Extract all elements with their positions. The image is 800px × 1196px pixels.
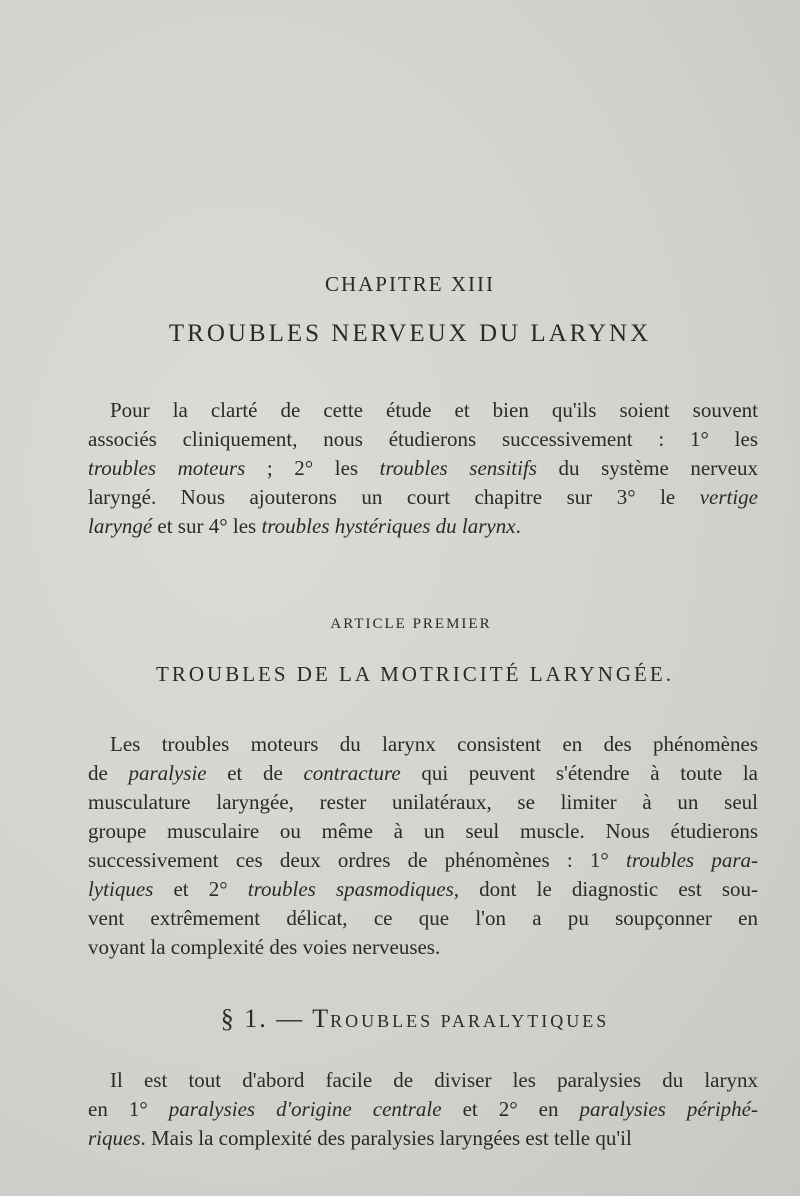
- text-run: et sur 4° les: [152, 514, 262, 538]
- italic-text: riques: [88, 1126, 141, 1150]
- text-line: [88, 1124, 758, 1153]
- text-run: de: [88, 761, 129, 785]
- text-run: ; 2° les: [245, 456, 380, 480]
- italic-text: troubles hystériques du larynx: [261, 514, 516, 538]
- text-run: laryngé. Nous ajouterons un court chapitre sur 3° le: [88, 485, 700, 509]
- italic-text: laryngé: [88, 514, 153, 538]
- italic-text: troubles para-: [626, 848, 758, 872]
- italic-text: vertige: [699, 485, 758, 509]
- italic-text: troubles spasmodiques: [247, 877, 454, 901]
- italic-text: troubles moteurs: [88, 456, 246, 480]
- text-run: qui peuvent s'étendre à toute la: [400, 761, 758, 785]
- text-line: [88, 817, 758, 846]
- text-line: [88, 396, 758, 425]
- section-number: § 1. — T: [220, 1004, 331, 1033]
- paralysis-paragraph: [88, 1066, 758, 1153]
- italic-text: paralysies périphé-: [579, 1097, 758, 1121]
- section-title-text: ROUBLES PARALYTIQUES: [330, 1011, 610, 1031]
- italic-text: paralysie: [128, 761, 207, 785]
- italic-text: contracture: [303, 761, 401, 785]
- italic-text: troubles sensitifs: [379, 456, 537, 480]
- text-line: [88, 512, 758, 541]
- text-run: groupe musculaire ou même à un seul muscle. Nous étudierons: [88, 819, 758, 843]
- text-line: [88, 483, 758, 512]
- text-line: [88, 425, 758, 454]
- text-line: [88, 1066, 758, 1095]
- motor-paragraph: [88, 730, 758, 962]
- text-run: et de: [206, 761, 304, 785]
- article-title: TROUBLES DE LA MOTRICITÉ LARYNGÉE.: [156, 662, 674, 686]
- text-run: .: [515, 514, 521, 538]
- italic-text: lytiques: [88, 877, 154, 901]
- text-run: vent extrêmement délicat, ce que l'on a pu soupçonner en: [88, 906, 758, 930]
- text-run: Il est tout d'abord facile de diviser les paralysies du larynx: [110, 1068, 758, 1092]
- text-line: [88, 846, 758, 875]
- section-title: [0, 1004, 800, 1034]
- text-line: [88, 730, 758, 759]
- intro-paragraph: [88, 396, 758, 541]
- text-run: Pour la clarté de cette étude et bien qu'ils soient souvent: [110, 398, 758, 422]
- text-line: [88, 875, 758, 904]
- text-run: en 1°: [88, 1097, 169, 1121]
- text-line: [88, 759, 758, 788]
- text-run: du système nerveux: [536, 456, 758, 480]
- text-run: , dont le diagnostic est sou-: [453, 877, 758, 901]
- text-run: associés cliniquement, nous étudierons successivement : 1° les: [88, 427, 758, 451]
- text-line: [88, 788, 758, 817]
- text-line: [88, 454, 758, 483]
- text-line: [88, 904, 758, 933]
- text-line: [88, 933, 758, 962]
- text-run: et 2°: [153, 877, 248, 901]
- text-run: Les troubles moteurs du larynx consistent en des phénomènes: [110, 732, 758, 756]
- text-run: . Mais la complexité des paralysies laryngées est telle qu'il: [140, 1126, 632, 1150]
- italic-text: paralysies d'origine centrale: [168, 1097, 442, 1121]
- text-run: voyant la complexité des voies nerveuses.: [88, 935, 441, 959]
- text-run: musculature laryngée, rester unilatéraux, se limiter à un seul: [88, 790, 758, 814]
- text-run: successivement ces deux ordres de phénomènes : 1°: [88, 848, 627, 872]
- chapter-label: CHAPITRE XIII: [324, 272, 496, 296]
- text-line: [88, 1095, 758, 1124]
- chapter-title: TROUBLES NERVEUX DU LARYNX: [168, 320, 652, 347]
- article-label: ARTICLE PREMIER: [330, 616, 492, 632]
- text-run: et 2° en: [441, 1097, 580, 1121]
